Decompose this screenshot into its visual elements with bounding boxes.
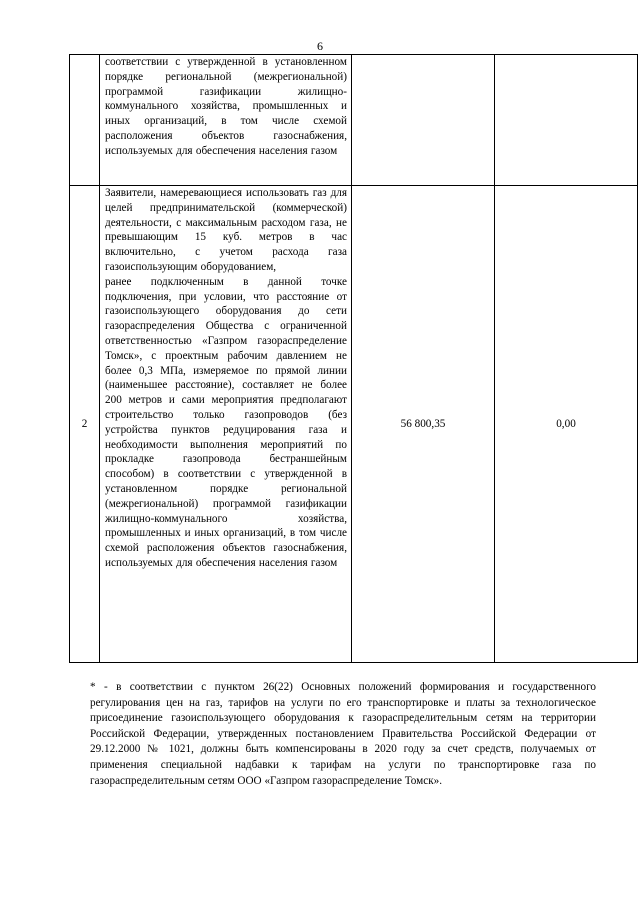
description-cell	[100, 55, 352, 186]
description-text-part2: ранее подключенным в данной точке подключения, при условии, что расстояние от газоиспользующего оборудования до сети газораспределения Общества с ограниченной ответственностью «Газпром газораспределение Томск», с проектным рабочим давлением не более 0,3 МПа, измеряемое по прямой линии (наименьшее расстояние), составляет не более 200 метров и сами мероприятия предполагают строительство только газопроводов (без устройства пунктов редуцирования газа и необходимости выполнения мероприятий по прокладке газопровода бестраншейным способом) в соответствии с утвержденной в установленном порядке региональной (межрегиональной) программой газификации жилищно-коммунального хозяйства, промышленных и иных организаций, в том числе схемой расположения объектов газоснабжения, используемых для обеспечения населения газом	[105, 275, 347, 569]
value-a-cell	[352, 55, 495, 186]
table-row-2	[70, 186, 638, 663]
table-row-continuation	[70, 55, 638, 186]
description-text-part1: Заявители, намеревающиеся использовать газ для целей предпринимательской (коммерческой) деятельности, с максимальным расходом газа, не превышающим 15 куб. метров в час включительно, с учетом расхода газа газоиспользующим оборудованием,	[105, 187, 347, 273]
row-number-cell	[70, 55, 100, 186]
page-number: 6	[317, 39, 323, 53]
description-text: соответствии с утвержденной в установленном порядке региональной (межрегиональной) программой газификации жилищно-коммунального хозяйства, промышленных и иных организаций, в том числе схемой расположения объектов газоснабжения, используемых для обеспечения населения газом	[105, 56, 347, 157]
footnote: * - в соответствии с пунктом 26(22) Основных положений формирования и государственного регулирования цен на газ, тарифов на услуги по его транспортировке и платы за технологическое присоединение газоиспользующего оборудования к газораспределительным сетям на территории Российской Федерации, утвержденных постановлением Правительства Российской Федерации от 29.12.2000 № 1021, должны быть компенсированы в 2020 году за счет средств, получаемых от применения специальной надбавки к тарифам на услуги по транспортировке газа по газораспределительным сетям ООО «Газпром газораспределение Томск».	[90, 681, 596, 787]
row-number-cell: 2	[70, 186, 100, 663]
description-cell	[100, 186, 352, 663]
value-a-cell: 56 800,35	[352, 186, 495, 663]
value-b-cell: 0,00	[495, 186, 638, 663]
rates-table	[69, 54, 638, 663]
value-b-cell	[495, 55, 638, 186]
